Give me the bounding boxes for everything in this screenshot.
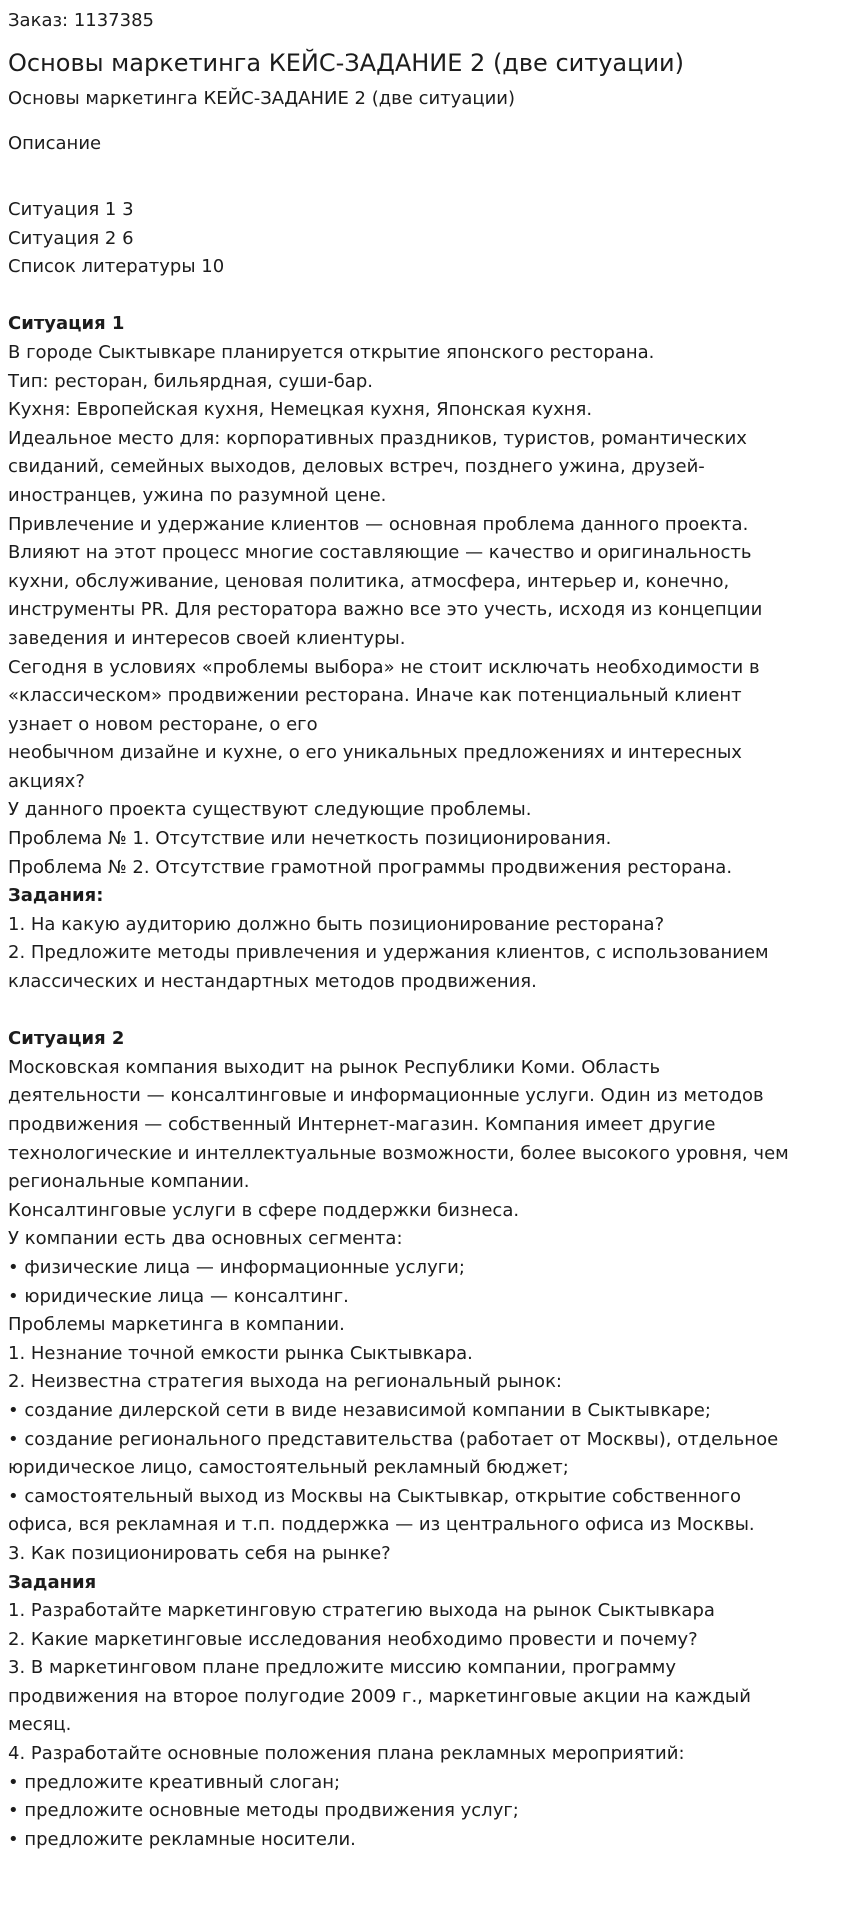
text-line: иностранцев, ужина по разумной цене. bbox=[8, 484, 387, 506]
text-line: • создание регионального представительства (работает от Москвы), отдельное bbox=[8, 1428, 779, 1450]
page-title: Основы маркетинга КЕЙС-ЗАДАНИЕ 2 (две ситуации) bbox=[8, 49, 685, 77]
text-line: «классическом» продвижении ресторана. Иначе как потенциальный клиент bbox=[8, 685, 742, 707]
task-line: 1. На какую аудиторию должно быть позиционирование ресторана? bbox=[8, 913, 665, 935]
task-line: 2. Какие маркетинговые исследования необходимо провести и почему? bbox=[8, 1628, 698, 1650]
text-line: региональные компании. bbox=[8, 1171, 250, 1193]
text-line: • создание дилерской сети в виде независимой компании в Сыктывкаре; bbox=[8, 1399, 711, 1421]
task-line: продвижения на второе полугодие 2009 г., маркетинговые акции на каждый bbox=[8, 1685, 751, 1707]
text-line: Сегодня в условиях «проблемы выбора» не стоит исключать необходимости в bbox=[8, 656, 760, 678]
text-line: • юридические лица — консалтинг. bbox=[8, 1285, 349, 1307]
text-line: свиданий, семейных выходов, деловых встреч, позднего ужина, друзей- bbox=[8, 456, 705, 478]
task-line: • предложите рекламные носители. bbox=[8, 1828, 356, 1850]
toc-item: Ситуация 2 6 bbox=[8, 227, 134, 249]
text-line: необычном дизайне и кухне, о его уникальных предложениях и интересных bbox=[8, 742, 742, 764]
text-line: Тип: ресторан, бильярдная, суши-бар. bbox=[8, 370, 373, 392]
situation-1-section bbox=[8, 310, 839, 996]
text-line: акциях? bbox=[8, 770, 85, 792]
document-page bbox=[0, 10, 847, 1854]
text-line: Кухня: Европейская кухня, Немецкая кухня, Японская кухня. bbox=[8, 399, 593, 421]
text-line: юридическое лицо, самостоятельный рекламный бюджет; bbox=[8, 1457, 569, 1479]
text-line: В городе Сыктывкаре планируется открытие японского ресторана. bbox=[8, 341, 655, 363]
text-line: 3. Как позиционировать себя на рынке? bbox=[8, 1542, 391, 1564]
text-line: Консалтинговые услуги в сфере поддержки бизнеса. bbox=[8, 1199, 520, 1221]
text-line: Идеальное место для: корпоративных праздников, туристов, романтических bbox=[8, 427, 747, 449]
description-label: Описание bbox=[8, 133, 102, 154]
situation-1-heading: Ситуация 1 bbox=[8, 313, 125, 335]
page-subtitle: Основы маркетинга КЕЙС-ЗАДАНИЕ 2 (две ситуации) bbox=[8, 88, 516, 109]
text-line: Проблема № 1. Отсутствие или нечеткость позиционирования. bbox=[8, 828, 612, 850]
text-line: деятельности — консалтинговые и информационные услуги. Один из методов bbox=[8, 1085, 764, 1107]
situation-2-section bbox=[8, 1025, 839, 1854]
situation-1-tasks-heading: Задания: bbox=[8, 885, 104, 907]
task-line: 4. Разработайте основные положения плана рекламных мероприятий: bbox=[8, 1743, 685, 1765]
text-line: • самостоятельный выход из Москвы на Сыктывкар, открытие собственного bbox=[8, 1485, 741, 1507]
text-line: Влияют на этот процесс многие составляющие — качество и оригинальность bbox=[8, 542, 752, 564]
text-line: Московская компания выходит на рынок Республики Коми. Область bbox=[8, 1056, 661, 1078]
text-line: 1. Незнание точной емкости рынка Сыктывкара. bbox=[8, 1342, 473, 1364]
text-line: кухни, обслуживание, ценовая политика, атмосфера, интерьер и, конечно, bbox=[8, 570, 730, 592]
text-line: офиса, вся рекламная и т.п. поддержка — из центрального офиса из Москвы. bbox=[8, 1514, 755, 1536]
order-number: Заказ: 1137385 bbox=[8, 10, 154, 31]
text-line: заведения и интересов своей клиентуры. bbox=[8, 627, 406, 649]
text-line: • физические лица — информационные услуги; bbox=[8, 1256, 465, 1278]
text-line: узнает о новом ресторане, о его bbox=[8, 713, 318, 735]
task-line: • предложите основные методы продвижения услуг; bbox=[8, 1800, 519, 1822]
task-line: • предложите креативный слоган; bbox=[8, 1771, 341, 1793]
toc-item: Список литературы 10 bbox=[8, 256, 225, 278]
text-line: 2. Неизвестна стратегия выхода на региональный рынок: bbox=[8, 1371, 563, 1393]
task-line: 2. Предложите методы привлечения и удержания клиентов, с использованием bbox=[8, 942, 769, 964]
text-line: У данного проекта существуют следующие проблемы. bbox=[8, 799, 532, 821]
text-line: Привлечение и удержание клиентов — основная проблема данного проекта. bbox=[8, 513, 749, 535]
text-line: продвижения — собственный Интернет-магазин. Компания имеет другие bbox=[8, 1114, 716, 1135]
text-line: инструменты PR. Для ресторатора важно все это учесть, исходя из концепции bbox=[8, 599, 763, 621]
task-line: 1. Разработайте маркетинговую стратегию выхода на рынок Сыктывкара bbox=[8, 1600, 715, 1622]
text-line: технологические и интеллектуальные возможности, более высокого уровня, чем bbox=[8, 1142, 789, 1164]
text-line: У компании есть два основных сегмента: bbox=[8, 1228, 403, 1250]
situation-2-tasks-heading: Задания bbox=[8, 1571, 97, 1593]
task-line: месяц. bbox=[8, 1714, 72, 1736]
text-line: Проблема № 2. Отсутствие грамотной программы продвижения ресторана. bbox=[8, 856, 733, 878]
toc-item: Ситуация 1 3 bbox=[8, 199, 134, 220]
text-line: Проблемы маркетинга в компании. bbox=[8, 1314, 345, 1336]
table-of-contents bbox=[8, 196, 839, 282]
task-line: классических и нестандартных методов продвижения. bbox=[8, 971, 537, 993]
task-line: 3. В маркетинговом плане предложите миссию компании, программу bbox=[8, 1657, 677, 1679]
situation-2-heading: Ситуация 2 bbox=[8, 1028, 125, 1050]
